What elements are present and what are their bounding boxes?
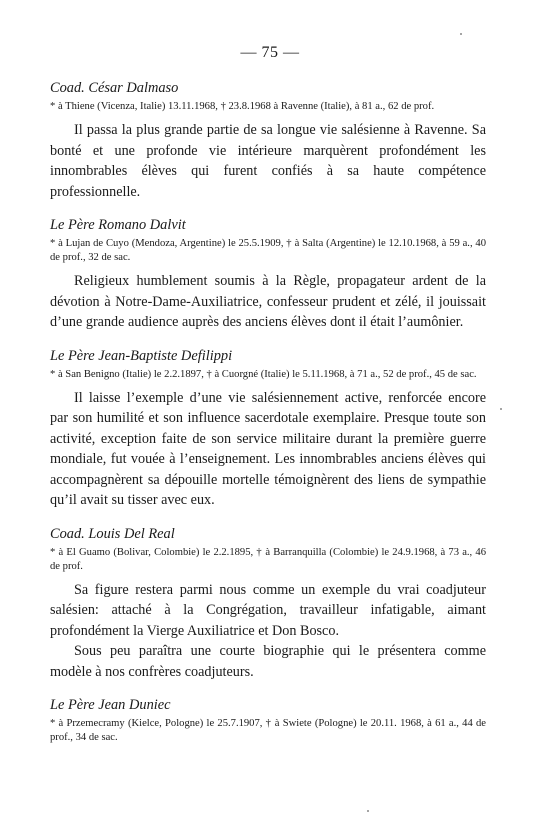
entry-paragraph: Il passa la plus grande partie de sa longue vie salésienne à Ravenne. Sa bonté et une profonde vie intérieure marquèrent profondément les innombrables élèves qui furent confiés à sa haute compétence professionnelle. bbox=[50, 122, 486, 200]
entry-paragraph: Religieux humblement soumis à la Règle, propagateur ardent de la dévotion à Notre-Dame-Auxiliatrice, confesseur prudent et zélé, il jouissait d’une grande audience auprès des anciens élèves dont il était l’aumônier. bbox=[50, 273, 486, 330]
entry-bio: * à El Guamo (Bolivar, Colombie) le 2.2.1895, † à Barranquilla (Colombie) le 24.9.1968, à 73 a., 46 de prof. bbox=[50, 546, 486, 572]
obituary-entry bbox=[50, 526, 486, 683]
obituary-entry bbox=[50, 697, 486, 745]
obituary-entry bbox=[50, 348, 486, 511]
obituary-entry bbox=[50, 80, 486, 202]
obituary-entry bbox=[50, 217, 486, 333]
scan-speck bbox=[460, 33, 462, 35]
scan-speck bbox=[367, 810, 369, 812]
scan-speck bbox=[500, 408, 502, 410]
entry-name: Le Père Jean Duniec bbox=[50, 697, 171, 713]
entry-paragraph: Il laisse l’exemple d’une vie salésiennement active, renforcée encore par son humilité et son influence sacerdotale exemplaire. Presque toute son activité, exception faite de son service militaire durant la première guerre mondiale, fut vouée à l’enseignement. Les innombrables anciens élèves qui accompagnèrent sa dépouille mortelle témoignèrent des liens de sympathie qu’il avait su tisser avec eux. bbox=[50, 389, 486, 508]
entry-paragraph: Sous peu paraîtra une courte biographie qui le présentera comme modèle à nos confrères coadjuteurs. bbox=[50, 643, 486, 680]
entry-bio: * à San Benigno (Italie) le 2.2.1897, † à Cuorgné (Italie) le 5.11.1968, à 71 a., 52 de prof., 45 de sac. bbox=[50, 368, 477, 380]
page-number: — 75 — bbox=[240, 44, 300, 61]
entry-name: Coad. César Dalmaso bbox=[50, 80, 179, 96]
entry-bio: * à Thiene (Vicenza, Italie) 13.11.1968, † 23.8.1968 à Ravenne (Italie), à 81 a., 62 de prof. bbox=[50, 101, 435, 112]
entry-name: Le Père Romano Dalvit bbox=[50, 217, 186, 233]
entry-paragraph: Sa figure restera parmi nous comme un exemple du vrai coadjuteur salésien: attaché à la Congrégation, travailleur infatigable, aimant profondément la Vierge Auxiliatrice et Don Bosco. bbox=[50, 581, 486, 639]
entry-bio: * à Przemecramy (Kielce, Pologne) le 25.7.1907, † à Swiete (Pologne) le 20.11. 1968, à 61 a., 44 de prof., 34 de sac. bbox=[50, 718, 486, 743]
entry-bio: * à Lujan de Cuyo (Mendoza, Argentine) le 25.5.1909, † à Salta (Argentine) le 12.10.1968, à 59 a., 40 de prof., 32 de sac. bbox=[50, 238, 486, 263]
entry-name: Coad. Louis Del Real bbox=[50, 525, 175, 542]
entry-name: Le Père Jean-Baptiste Defilippi bbox=[50, 347, 233, 364]
obituary-list bbox=[50, 80, 486, 760]
